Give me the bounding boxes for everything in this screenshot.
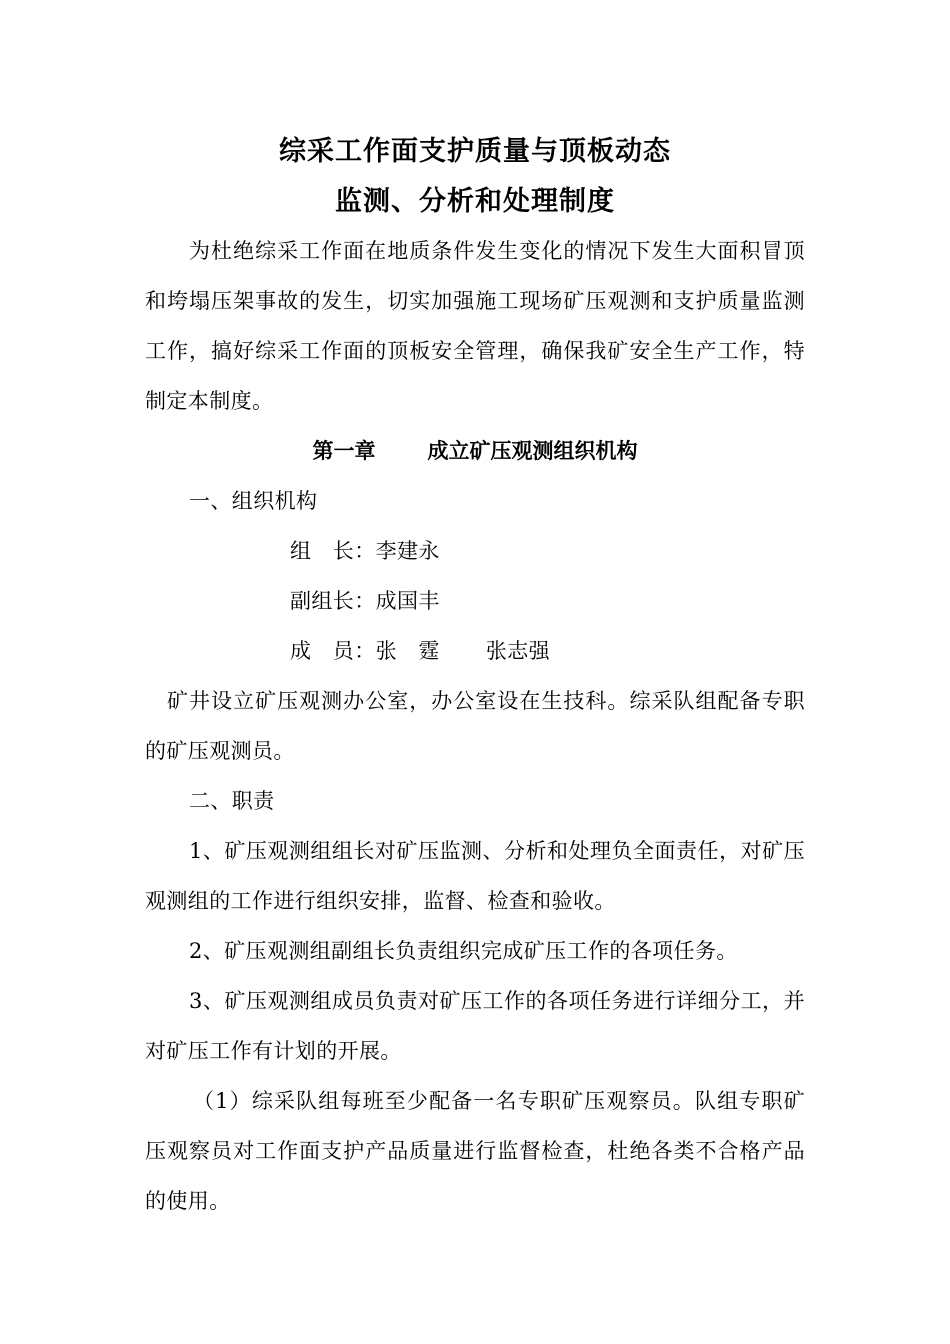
intro-paragraph: 为杜绝综采工作面在地质条件发生变化的情况下发生大面积冒顶和垮塌压架事故的发生，切实加强施工现场矿压观测和支护质量监测工作，搞好综采工作面的顶板安全管理，确保我矿安全生产工作，特制定本制度。 [145, 239, 805, 413]
member-second: 张志强 [485, 639, 551, 663]
document-page [145, 128, 805, 1226]
office-paragraph: 矿井设立矿压观测办公室，办公室设在生技科。综采队组配备专职的矿压观测员。 [145, 689, 805, 763]
member-label: 成 员：张 霆 [290, 639, 440, 663]
duty-3-1: （1）综采队组每班至少配备一名专职矿压观察员。队组专职矿压观察员对工作面支护产品质量进行监督检查，杜绝各类不合格产品的使用。 [145, 1089, 805, 1213]
chapter-number: 第一章 [312, 439, 376, 463]
section-heading-organization: 一、组织机构 [189, 489, 318, 513]
document-title-line1: 综采工作面支护质量与顶板动态 [279, 136, 671, 167]
section-heading-duties: 二、职责 [189, 789, 275, 813]
member-deputy: 副组长：成国丰 [290, 589, 440, 613]
duty-3: 3、矿压观测组成员负责对矿压工作的各项任务进行详细分工，并对矿压工作有计划的开展。 [145, 989, 805, 1063]
chapter-heading [145, 426, 805, 476]
document-title-line2: 监测、分析和处理制度 [335, 186, 615, 217]
member-list [145, 626, 805, 676]
duty-1: 1、矿压观测组组长对矿压监测、分析和处理负全面责任，对矿压观测组的工作进行组织安排，监督、检查和验收。 [145, 839, 805, 913]
member-leader: 组 长：李建永 [290, 539, 440, 563]
duty-2: 2、矿压观测组副组长负责组织完成矿压工作的各项任务。 [189, 939, 738, 963]
chapter-name: 成立矿压观测组织机构 [427, 439, 638, 463]
